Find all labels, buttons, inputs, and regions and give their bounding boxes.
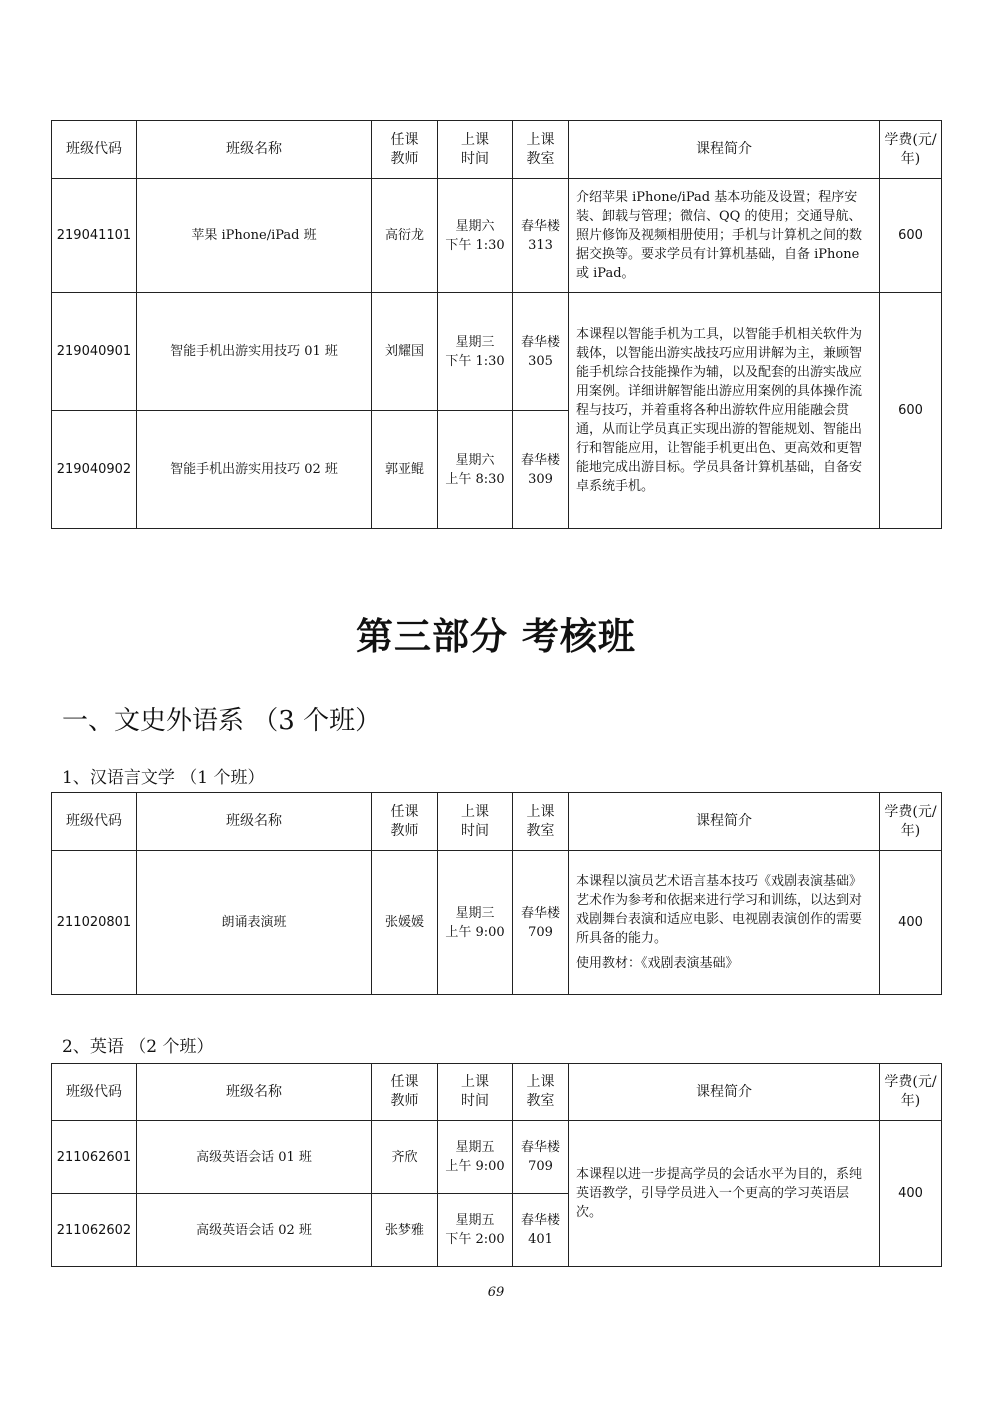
class-day: 星期三 <box>455 334 495 350</box>
class-day: 星期六 <box>455 452 495 468</box>
class-hour: 上午 8:30 <box>445 471 505 487</box>
header-name: 班级名称 <box>137 1064 372 1121</box>
header-room: 上课教室 <box>513 793 569 851</box>
subject-title: 2、英语 （2 个班） <box>62 1037 214 1057</box>
building: 春华楼 <box>520 334 560 350</box>
class-hour: 上午 9:00 <box>445 924 505 940</box>
class-name: 苹果 iPhone/iPad 班 <box>137 179 372 293</box>
header-code: 班级代码 <box>52 1064 137 1121</box>
header-time: 上课时间 <box>438 121 513 179</box>
header-intro: 课程简介 <box>569 121 880 179</box>
header-fee: 学费(元/年) <box>880 1064 942 1121</box>
building: 春华楼 <box>520 1140 560 1155</box>
teacher: 齐欣 <box>372 1121 438 1194</box>
header-name: 班级名称 <box>137 793 372 851</box>
course-table-2 <box>51 792 942 995</box>
header-teacher: 任课教师 <box>372 793 438 851</box>
header-intro: 课程简介 <box>569 793 880 851</box>
room-number: 401 <box>528 1232 553 1247</box>
class-code: 211062601 <box>52 1121 137 1194</box>
classroom <box>513 1121 569 1194</box>
course-intro: 本课程以进一步提高学员的会话水平为目的，系纯英语教学，引导学员进入一个更高的学习英语层次。 <box>569 1121 880 1267</box>
class-name: 高级英语会话 02 班 <box>137 1194 372 1267</box>
room-number: 305 <box>528 353 553 369</box>
header-time: 上课时间 <box>438 793 513 851</box>
teacher: 高衍龙 <box>372 179 438 293</box>
class-hour: 下午 2:00 <box>445 1232 505 1247</box>
header-code: 班级代码 <box>52 121 137 179</box>
header-time: 上课时间 <box>438 1064 513 1121</box>
room-number: 309 <box>528 471 553 487</box>
header-fee: 学费(元/年) <box>880 121 942 179</box>
header-teacher: 任课教师 <box>372 1064 438 1121</box>
class-code: 211020801 <box>52 851 137 995</box>
building: 春华楼 <box>520 218 560 234</box>
course-material: 使用教材：《戏剧表演基础》 <box>576 956 739 971</box>
class-day: 星期三 <box>455 905 495 921</box>
class-day: 星期五 <box>455 1213 495 1228</box>
classroom <box>513 179 569 293</box>
class-time <box>438 293 513 411</box>
class-day: 星期六 <box>455 218 495 234</box>
classroom <box>513 851 569 995</box>
tuition-fee: 600 <box>880 293 942 529</box>
classroom <box>513 293 569 411</box>
header-teacher: 任课教师 <box>372 121 438 179</box>
header-code: 班级代码 <box>52 793 137 851</box>
room-number: 313 <box>528 237 553 253</box>
classroom <box>513 411 569 529</box>
course-intro: 本课程以智能手机为工具，以智能手机相关软件为载体，以智能出游实战技巧应用讲解为主，兼顾智能手机综合技能操作为辅，以及配套的出游实战应用案例。详细讲解智能出游应用案例的具体操作流程与技巧，并着重将各种出游软件应用能融会贯通，从而让学员真正实现出游的智能规划、智能出行和智能应用，让智能手机更出色、更高效和更智能地完成出游目标。学员具备计算机基础，自备安卓系统手机。 <box>569 293 880 529</box>
class-name: 智能手机出游实用技巧 01 班 <box>137 293 372 411</box>
room-number: 709 <box>528 924 553 940</box>
class-name: 朗诵表演班 <box>137 851 372 995</box>
header-intro: 课程简介 <box>569 1064 880 1121</box>
table-row <box>52 293 942 411</box>
room-number: 709 <box>528 1159 553 1174</box>
teacher: 张梦雅 <box>372 1194 438 1267</box>
tuition-fee: 400 <box>880 1121 942 1267</box>
department-title: 一、文史外语系 （3 个班） <box>62 706 382 736</box>
class-hour: 上午 9:00 <box>445 1159 505 1174</box>
course-table-1 <box>51 120 942 529</box>
course-intro: 介绍苹果 iPhone/iPad 基本功能及设置；程序安装、卸载与管理；微信、QQ 的使用；交通导航、照片修饰及视频相册使用；手机与计算机之间的数据交换等。要求学员有计算机基础，自备 iPhone 或 iPad。 <box>569 179 880 293</box>
classroom <box>513 1194 569 1267</box>
table-row <box>52 851 942 995</box>
class-time <box>438 179 513 293</box>
building: 春华楼 <box>520 452 560 468</box>
table-row <box>52 179 942 293</box>
class-day: 星期五 <box>455 1140 495 1155</box>
table-header-row <box>52 793 942 851</box>
teacher: 张媛媛 <box>372 851 438 995</box>
class-name: 智能手机出游实用技巧 02 班 <box>137 411 372 529</box>
teacher: 郭亚鲲 <box>372 411 438 529</box>
class-code: 219040901 <box>52 293 137 411</box>
header-room: 上课教室 <box>513 1064 569 1121</box>
tuition-fee: 400 <box>880 851 942 995</box>
subject-title: 1、汉语言文学 （1 个班） <box>62 768 265 788</box>
class-hour: 下午 1:30 <box>445 237 505 253</box>
building: 春华楼 <box>520 1213 560 1228</box>
course-intro <box>569 851 880 995</box>
class-code: 219041101 <box>52 179 137 293</box>
class-code: 219040902 <box>52 411 137 529</box>
header-room: 上课教室 <box>513 121 569 179</box>
teacher: 刘耀国 <box>372 293 438 411</box>
class-time <box>438 851 513 995</box>
course-intro-text: 本课程以演员艺术语言基本技巧《戏剧表演基础》艺术作为参考和依据来进行学习和训练，以达到对戏剧舞台表演和适应电影、电视剧表演创作的需要所具备的能力。 <box>576 874 863 946</box>
page-number: 69 <box>487 1285 505 1300</box>
table-header-row <box>52 1064 942 1121</box>
class-time <box>438 1121 513 1194</box>
class-name: 高级英语会话 01 班 <box>137 1121 372 1194</box>
tuition-fee: 600 <box>880 179 942 293</box>
class-code: 211062602 <box>52 1194 137 1267</box>
header-name: 班级名称 <box>137 121 372 179</box>
class-time <box>438 411 513 529</box>
class-time <box>438 1194 513 1267</box>
table-row <box>52 1121 942 1194</box>
section-title: 第三部分 考核班 <box>356 615 636 658</box>
class-hour: 下午 1:30 <box>445 353 505 369</box>
table-header-row <box>52 121 942 179</box>
header-fee: 学费(元/年) <box>880 793 942 851</box>
building: 春华楼 <box>520 905 560 921</box>
course-table-3 <box>51 1063 942 1267</box>
